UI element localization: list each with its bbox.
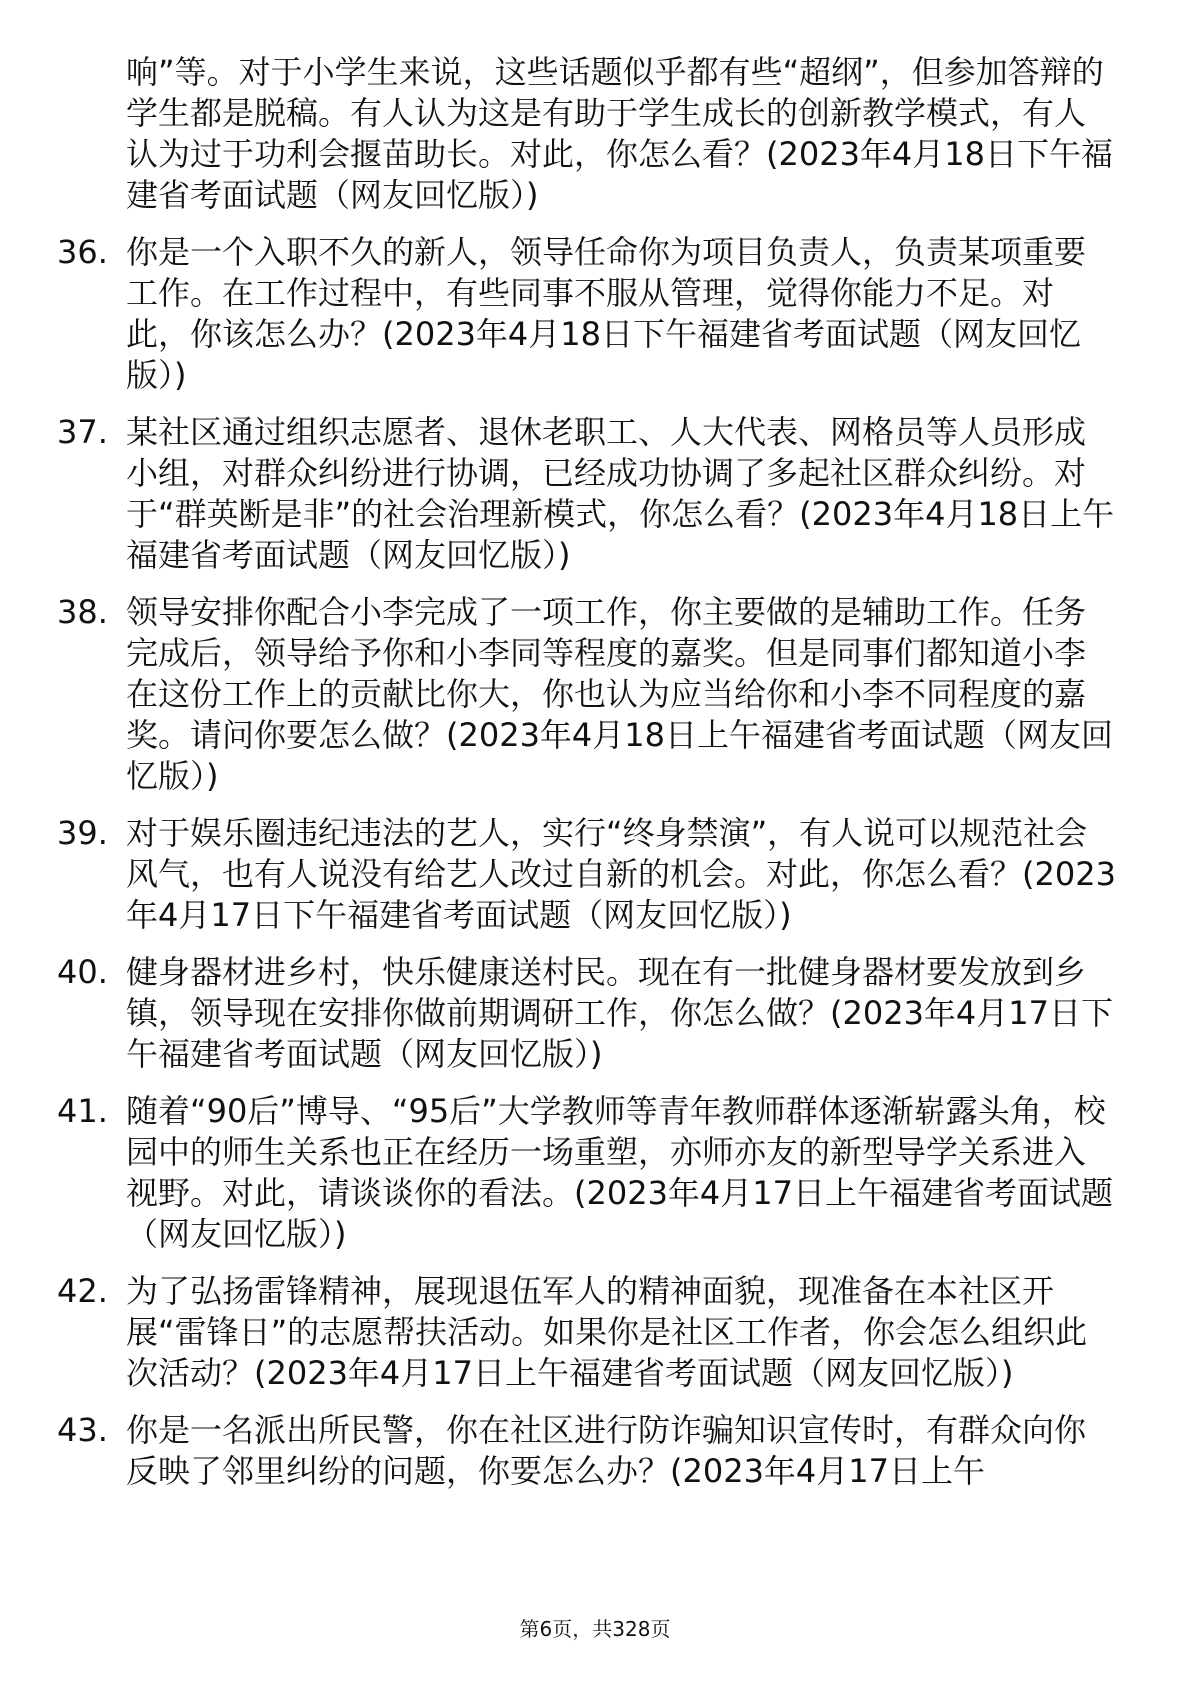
question-text: 你是一名派出所民警，你在社区进行防诈骗知识宣传时，有群众向你反映了邻里纠纷的问题，你要怎么办？(2023年4月17日上午	[126, 1411, 1087, 1490]
question-number: 38.	[57, 593, 108, 631]
question-number: 39.	[57, 814, 108, 852]
question-item	[57, 1410, 1117, 1492]
question-text: 对于娱乐圈违纪违法的艺人，实行“终身禁演”，有人说可以规范社会风气，也有人说没有给艺人改过自新的机会。对此，你怎么看？(2023年4月17日下午福建省考面试题（网友回忆版）)	[126, 814, 1116, 934]
question-text: 某社区通过组织志愿者、退休老职工、人大代表、网格员等人员形成小组，对群众纠纷进行协调，已经成功协调了多起社区群众纠纷。对于“群英断是非”的社会治理新模式，你怎么看？(2023年4月18日上午福建省考面试题（网友回忆版）)	[126, 413, 1115, 574]
question-number: 37.	[57, 413, 108, 451]
question-text: 随着“90后”博导、“95后”大学教师等青年教师群体逐渐崭露头角，校园中的师生关系也正在经历一场重塑，亦师亦友的新型导学关系进入视野。对此，请谈谈你的看法。(2023年4月17日上午福建省考面试题（网友回忆版）)	[126, 1092, 1114, 1253]
question-text: 你是一个入职不久的新人，领导任命你为项目负责人，负责某项重要工作。在工作过程中，有些同事不服从管理，觉得你能力不足。对此，你该怎么办？(2023年4月18日下午福建省考面试题（网友回忆版）)	[126, 233, 1087, 394]
question-item	[57, 412, 1117, 576]
question-number: 43.	[57, 1411, 108, 1449]
question-text: 为了弘扬雷锋精神，展现退伍军人的精神面貌，现准备在本社区开展“雷锋日”的志愿帮扶活动。如果你是社区工作者，你会怎么组织此次活动？(2023年4月17日上午福建省考面试题（网友回忆版）)	[126, 1272, 1088, 1392]
page-footer: 第6页，共328页	[519, 1617, 671, 1641]
question-item	[57, 813, 1117, 936]
question-text: 领导安排你配合小李完成了一项工作，你主要做的是辅助工作。任务完成后，领导给予你和小李同等程度的嘉奖。但是同事们都知道小李在这份工作上的贡献比你大，你也认为应当给你和小李不同程度的嘉奖。请问你要怎么做？(2023年4月18日上午福建省考面试题（网友回忆版）)	[126, 593, 1114, 795]
question-item	[57, 952, 1117, 1075]
question-item	[57, 232, 1117, 396]
question-item	[57, 1091, 1117, 1255]
continuation-paragraph: 响”等。对于小学生来说，这些话题似乎都有些“超纲”，但参加答辩的学生都是脱稿。有人认为这是有助于学生成长的创新教学模式，有人认为过于功利会揠苗助长。对此，你怎么看？(2023年4月18日下午福建省考面试题（网友回忆版）)	[126, 53, 1114, 214]
question-number: 42.	[57, 1272, 108, 1310]
question-number: 36.	[57, 233, 108, 271]
question-item	[57, 592, 1117, 797]
question-number: 41.	[57, 1092, 108, 1130]
question-item	[57, 1271, 1117, 1394]
question-text: 健身器材进乡村，快乐健康送村民。现在有一批健身器材要发放到乡镇，领导现在安排你做前期调研工作，你怎么做？(2023年4月17日下午福建省考面试题（网友回忆版）)	[126, 953, 1114, 1073]
question-number: 40.	[57, 953, 108, 991]
question-list	[57, 52, 1117, 1492]
